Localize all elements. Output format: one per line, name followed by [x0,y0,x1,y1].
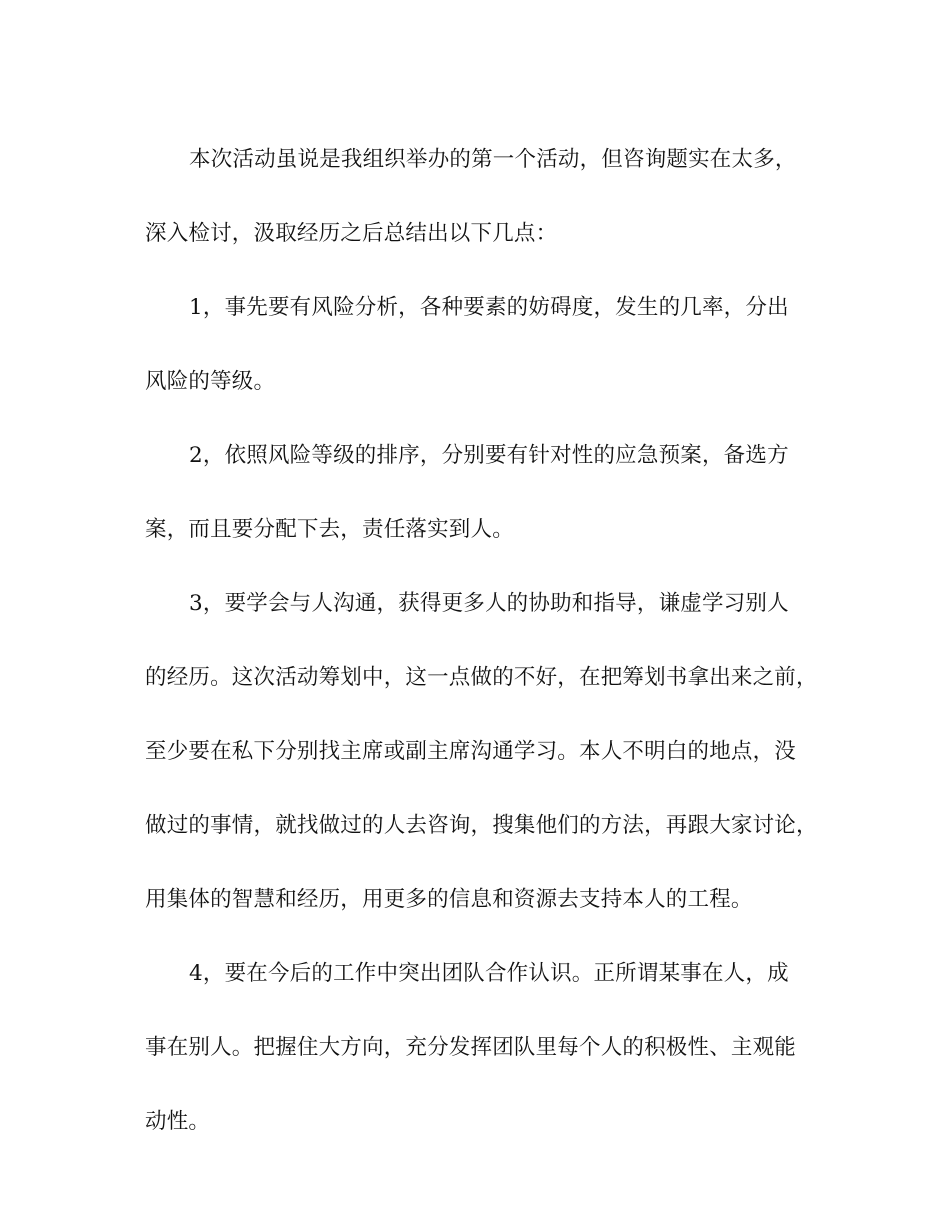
paragraph-line: 1，事先要有风险分析，各种要素的妨碍度，发生的几率，分出 [189,295,789,320]
paragraph-line: 事在别人。把握住大方向，充分发挥团队里每个人的积极性、主观能 [145,1035,797,1060]
paragraph-line: 做过的事情，就找做过的人去咨询，搜集他们的方法，再跟大家讨论， [145,813,818,838]
paragraph-line: 3，要学会与人沟通，获得更多人的协助和指导，谦虚学习别人 [189,591,789,616]
paragraph-line: 用集体的智慧和经历，用更多的信息和资源去支持本人的工程。 [145,887,753,912]
paragraph-line: 至少要在私下分别找主席或副主席沟通学习。本人不明白的地点，没 [145,739,797,764]
paragraph-line: 动性。 [145,1109,211,1134]
paragraph-line: 2，依照风险等级的排序，分别要有针对性的应急预案，备选方 [189,443,789,468]
document-body [145,138,817,1174]
paragraph-line: 深入检讨，汲取经历之后总结出以下几点： [145,221,558,246]
paragraph-line: 案，而且要分配下去，责任落实到人。 [145,517,514,542]
paragraph-line: 4，要在今后的工作中突出团队合作认识。正所谓某事在人，成 [189,961,789,986]
paragraph-line: 本次活动虽说是我组织举办的第一个活动，但咨询题实在太多， [189,147,797,172]
paragraph-line: 的经历。这次活动筹划中，这一点做的不好，在把筹划书拿出来之前， [145,665,818,690]
paragraph-line: 风险的等级。 [145,369,276,394]
